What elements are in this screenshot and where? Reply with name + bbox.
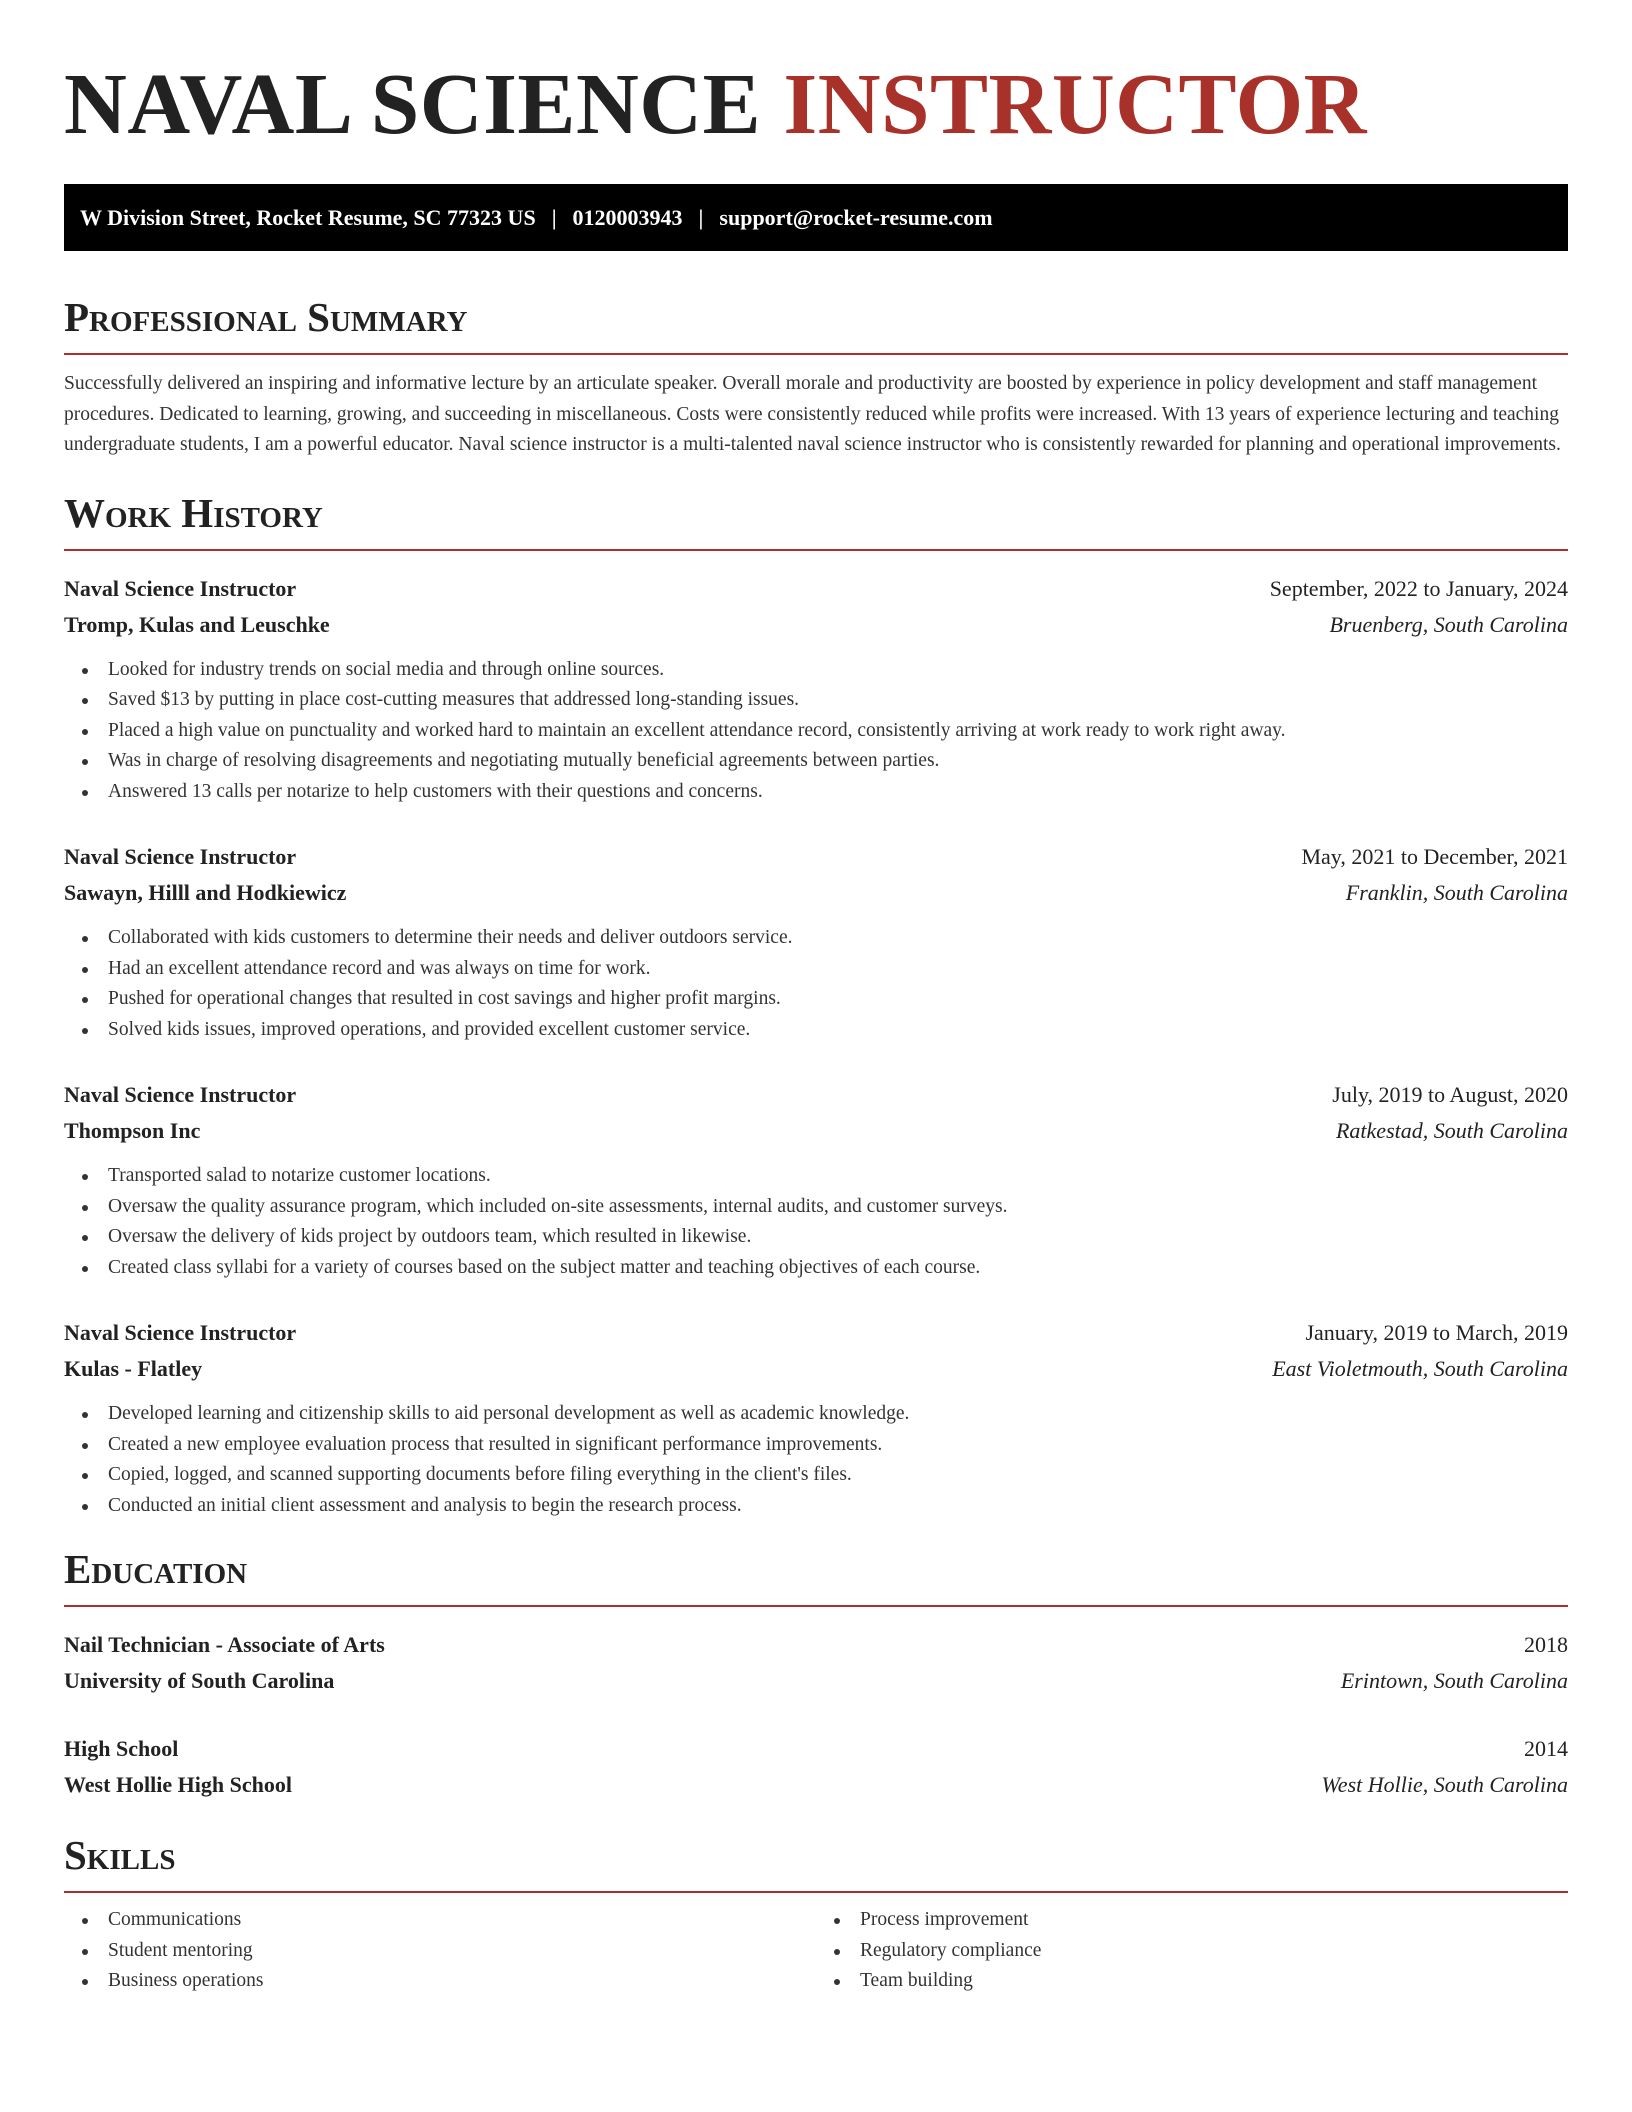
job-dates: January, 2019 to March, 2019 xyxy=(1305,1320,1568,1345)
job-header-row xyxy=(64,839,1568,875)
skill-item: Team building xyxy=(832,1966,1568,1997)
job-company-row xyxy=(64,875,1568,911)
job-company: Thompson Inc xyxy=(64,1118,201,1143)
education-degree: High School xyxy=(64,1736,179,1761)
job-company-row xyxy=(64,1113,1568,1149)
job-entry xyxy=(64,1077,1568,1283)
skills-heading: Skills xyxy=(64,1831,1568,1893)
job-header-row xyxy=(64,571,1568,607)
skill-item: Business operations xyxy=(80,1966,816,1997)
contact-bar xyxy=(64,184,1568,251)
job-header-row xyxy=(64,1077,1568,1113)
job-dates: September, 2022 to January, 2024 xyxy=(1269,575,1568,601)
title-accent: INSTRUCTOR xyxy=(783,55,1367,152)
education-list xyxy=(64,1627,1568,1803)
job-bullet: Was in charge of resolving disagreements and negotiating mutually beneficial agreements between parties. xyxy=(80,746,1568,777)
job-bullet: Created a new employee evaluation process that resulted in significant performance improvements. xyxy=(80,1430,1568,1461)
education-school-row xyxy=(64,1767,1568,1803)
summary-heading: Professional Summary xyxy=(64,293,1568,355)
job-dates: May, 2021 to December, 2021 xyxy=(1301,844,1568,869)
job-company-row xyxy=(64,1351,1568,1387)
education-school-row xyxy=(64,1663,1568,1699)
title-primary: NAVAL SCIENCE xyxy=(64,55,762,152)
job-title: Naval Science Instructor xyxy=(64,1320,297,1345)
job-bullet: Solved kids issues, improved operations, and provided excellent customer service. xyxy=(80,1015,1568,1046)
skill-item: Student mentoring xyxy=(80,1936,816,1967)
summary-section xyxy=(64,293,1568,461)
job-location: Ratkestad, South Carolina xyxy=(1335,1118,1568,1143)
job-location: Bruenberg, South Carolina xyxy=(1329,611,1568,637)
job-bullets xyxy=(64,1399,1568,1521)
contact-email[interactable]: support@rocket-resume.com xyxy=(719,204,993,230)
job-bullets xyxy=(64,655,1568,808)
skills-column-right xyxy=(816,1905,1568,1997)
job-bullet: Copied, logged, and scanned supporting documents before filing everything in the client's files. xyxy=(80,1460,1568,1491)
job-company: Kulas - Flatley xyxy=(64,1356,203,1381)
job-bullet: Conducted an initial client assessment and analysis to begin the research process. xyxy=(80,1491,1568,1522)
job-bullet: Transported salad to notarize customer locations. xyxy=(80,1161,1568,1192)
job-company-row xyxy=(64,607,1568,643)
job-location: Franklin, South Carolina xyxy=(1345,880,1568,905)
job-entry xyxy=(64,1315,1568,1521)
job-bullet: Had an excellent attendance record and was always on time for work. xyxy=(80,954,1568,985)
job-bullet: Oversaw the quality assurance program, which included on-site assessments, internal audits, and customer surveys. xyxy=(80,1192,1568,1223)
job-title: Naval Science Instructor xyxy=(64,1082,297,1107)
resume-title xyxy=(64,56,1568,152)
education-year: 2014 xyxy=(1524,1736,1568,1761)
summary-text: Successfully delivered an inspiring and informative lecture by an articulate speaker. Overall morale and productivity are boosted by experience in policy development and staff management procedures. Dedicated to learning, growing, and succeeding in miscellaneous. Costs were consistently reduced while profits were increased. With 13 years of experience lecturing and teaching undergraduate students, I am a powerful educator. Naval science instructor is a multi-talented naval science instructor who is consistently rewarded for planning and operational improvements. xyxy=(64,373,1561,455)
education-year: 2018 xyxy=(1524,1632,1568,1657)
contact-separator: | xyxy=(698,204,704,230)
job-bullet: Saved $13 by putting in place cost-cutting measures that addressed long-standing issues. xyxy=(80,685,1568,716)
education-school: West Hollie High School xyxy=(64,1772,292,1797)
job-company: Sawayn, Hilll and Hodkiewicz xyxy=(64,880,347,905)
job-bullets xyxy=(64,1161,1568,1283)
contact-separator: | xyxy=(551,204,557,230)
job-entry xyxy=(64,571,1568,808)
job-bullet: Answered 13 calls per notarize to help customers with their questions and concerns. xyxy=(80,777,1568,808)
education-location: Erintown, South Carolina xyxy=(1340,1668,1568,1693)
job-bullet: Looked for industry trends on social media and through online sources. xyxy=(80,655,1568,686)
skill-item: Process improvement xyxy=(832,1905,1568,1936)
education-section xyxy=(64,1545,1568,1803)
contact-address: W Division Street, Rocket Resume, SC 77323 US xyxy=(80,204,536,230)
education-entry xyxy=(64,1731,1568,1803)
job-title: Naval Science Instructor xyxy=(64,575,297,601)
education-school: University of South Carolina xyxy=(64,1668,335,1693)
skills-section xyxy=(64,1831,1568,1997)
job-dates: July, 2019 to August, 2020 xyxy=(1332,1082,1568,1107)
job-company: Tromp, Kulas and Leuschke xyxy=(64,611,330,637)
education-degree: Nail Technician - Associate of Arts xyxy=(64,1632,385,1657)
contact-phone[interactable]: 0120003943 xyxy=(572,204,683,230)
education-header-row xyxy=(64,1731,1568,1767)
work-list xyxy=(64,571,1568,1522)
job-bullet: Collaborated with kids customers to determine their needs and deliver outdoors service. xyxy=(80,923,1568,954)
education-header-row xyxy=(64,1627,1568,1663)
job-header-row xyxy=(64,1315,1568,1351)
job-title: Naval Science Instructor xyxy=(64,844,297,869)
skill-item: Communications xyxy=(80,1905,816,1936)
job-location: East Violetmouth, South Carolina xyxy=(1272,1356,1568,1381)
education-location: West Hollie, South Carolina xyxy=(1321,1772,1568,1797)
education-heading: Education xyxy=(64,1545,1568,1607)
job-bullet: Developed learning and citizenship skills to aid personal development as well as academic knowledge. xyxy=(80,1399,1568,1430)
skills-column-left xyxy=(64,1905,816,1997)
job-bullet: Oversaw the delivery of kids project by outdoors team, which resulted in likewise. xyxy=(80,1222,1568,1253)
job-bullet: Pushed for operational changes that resulted in cost savings and higher profit margins. xyxy=(80,984,1568,1015)
work-history-heading: Work History xyxy=(64,489,1568,551)
skills-grid xyxy=(64,1905,1568,1997)
job-bullet: Placed a high value on punctuality and worked hard to maintain an excellent attendance record, consistently arriving at work ready to work right away. xyxy=(80,716,1568,747)
work-history-section xyxy=(64,489,1568,1522)
education-entry xyxy=(64,1627,1568,1699)
job-bullets xyxy=(64,923,1568,1045)
skill-item: Regulatory compliance xyxy=(832,1936,1568,1967)
job-entry xyxy=(64,839,1568,1045)
job-bullet: Created class syllabi for a variety of courses based on the subject matter and teaching objectives of each course. xyxy=(80,1253,1568,1284)
